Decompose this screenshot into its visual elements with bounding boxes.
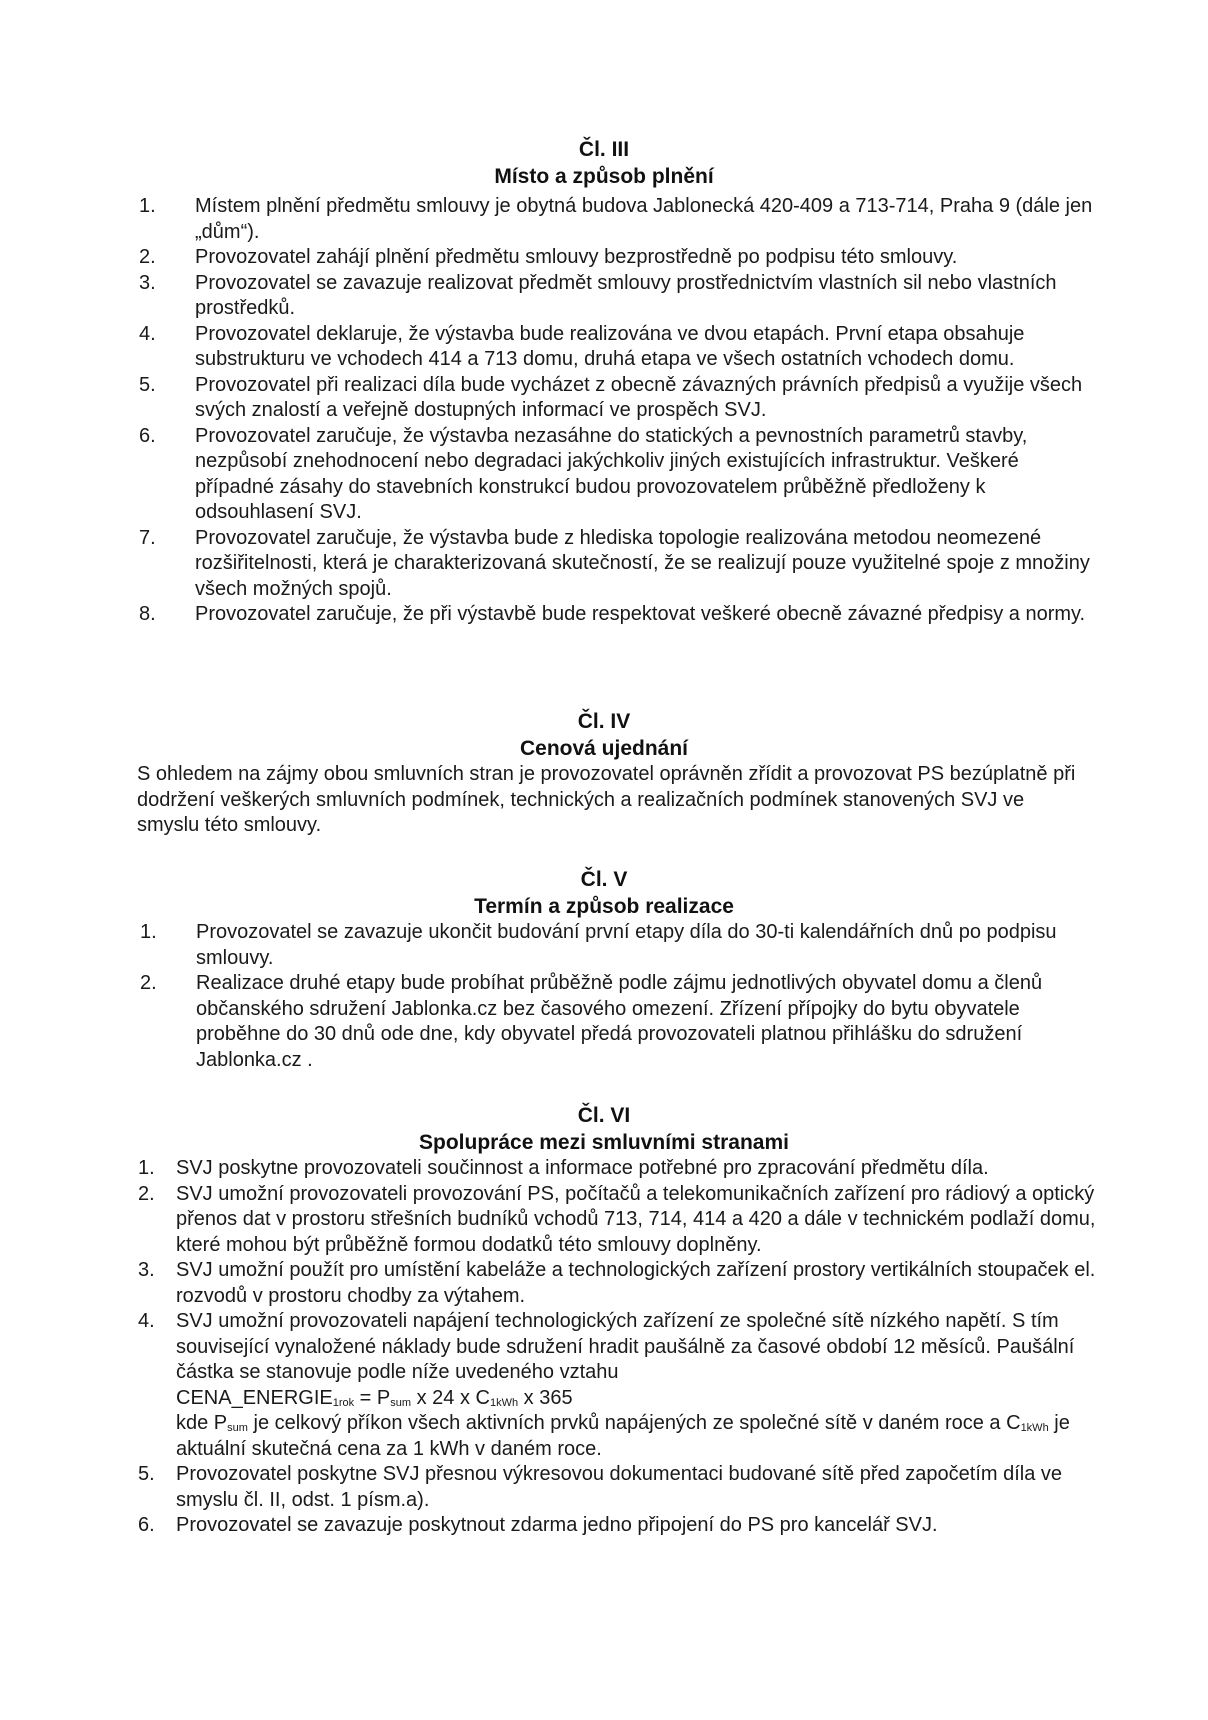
list-item — [140, 920, 1096, 971]
list-item — [138, 1258, 1096, 1309]
list-item — [139, 373, 1095, 424]
list-item — [139, 602, 1095, 628]
list-item-number: 3. — [138, 1259, 155, 1281]
formula-part: x 24 x C — [411, 1386, 490, 1409]
explanation-part: je aktuální skutečná cena za 1 kWh v daném roce. — [176, 1412, 1070, 1460]
list-item — [139, 194, 1095, 245]
list-item-number: 1. — [139, 195, 156, 217]
section-title-v: Termín a způsob realizace — [474, 895, 734, 918]
section-heading-iv: Čl. IV — [577, 710, 631, 733]
list-item — [140, 971, 1096, 1073]
list-item-text: Provozovatel při realizaci díla bude vycházet z obecně závazných právních předpisů a využije všech svých znalostí a veřejně dostupných informací ve prospěch SVJ. — [195, 373, 1083, 421]
list-item — [138, 1513, 1096, 1539]
section-v-list — [140, 920, 1096, 1073]
list-item — [138, 1156, 1096, 1182]
explanation-subscript: sum — [227, 1422, 248, 1434]
formula-part: CENA_ENERGIE — [176, 1386, 333, 1409]
explanation-part: kde P — [176, 1412, 228, 1434]
list-item — [139, 245, 1095, 271]
list-item-text: Provozovatel poskytne SVJ přesnou výkresovou dokumentaci budované sítě před započetím díla ve smyslu čl. II, odst. 1 písm.a). — [176, 1463, 1063, 1511]
list-item-number: 1. — [140, 921, 157, 943]
list-item-number: 1. — [138, 1157, 155, 1179]
formula-part: x 365 — [518, 1386, 573, 1409]
list-item-number: 2. — [140, 972, 157, 994]
list-item-text: Provozovatel zaručuje, že výstavba bude z hlediska topologie realizována metodou neomezené rozšiřitelnosti, která je charakterizovaná skutečností, že se realizují pouze využitelné spoje z množiny všech možných spojů. — [195, 526, 1090, 600]
formula-subscript: 1rok — [332, 1396, 355, 1409]
section-title-vi: Spolupráce mezi smluvními stranami — [419, 1131, 789, 1154]
list-item-text: SVJ umožní provozovateli provozování PS, počítačů a telekomunikačních zařízení pro rádiový a optický přenos dat v prostoru střešních budníků vchodů 713, 714, 414 a 420 a dále v technickém podlaží domu, které mohou být průběžně formou dodatků této smlouvy doplněny. — [176, 1182, 1096, 1256]
list-item-text: Provozovatel deklaruje, že výstavba bude realizována ve dvou etapách. První etapa obsahuje substrukturu ve vchodech 414 a 713 domu, druhá etapa ve všech ostatních vchodech domu. — [195, 322, 1025, 370]
list-item-number: 5. — [138, 1463, 155, 1485]
formula-part: = P — [354, 1386, 391, 1409]
list-item — [139, 271, 1095, 322]
list-item-number: 4. — [139, 322, 156, 345]
list-item-text: Provozovatel se zavazuje realizovat předmět smlouvy prostřednictvím vlastních sil nebo vlastních prostředků. — [195, 271, 1057, 319]
list-item-text: Místem plnění předmětu smlouvy je obytná budova Jablonecká 420-409 a 713-714, Praha 9 (dále jen „dům“). — [195, 195, 1093, 243]
list-item-number: 2. — [138, 1182, 155, 1205]
list-item-text: SVJ umožní použít pro umístění kabeláže a technologických zařízení prostory vertikálních stoupaček el. rozvodů v prostoru chodby za výtahem. — [176, 1259, 1096, 1307]
list-item — [139, 526, 1095, 603]
section-title-iii: Místo a způsob plnění — [494, 165, 714, 188]
list-item-number: 2. — [139, 246, 156, 268]
list-item-number: 3. — [139, 271, 156, 294]
section-iv-paragraph: S ohledem na zájmy obou smluvních stran je provozovatel oprávněn zřídit a provozovat PS bezúplatně při dodržení veškerých smluvních podmínek, technických a realizačních podmínek stanovených SVJ ve smyslu této smlouvy. — [137, 763, 1076, 836]
section-heading-v: Čl. V — [580, 868, 628, 891]
list-item-number: 4. — [138, 1310, 155, 1332]
list-item-text: SVJ poskytne provozovateli součinnost a informace potřebné pro zpracování předmětu díla. — [176, 1157, 989, 1179]
list-item-text: Provozovatel se zavazuje poskytnout zdarma jedno připojení do PS pro kancelář SVJ. — [176, 1514, 938, 1536]
formula-subscript: sum — [390, 1396, 412, 1409]
list-item-text: Realizace druhé etapy bude probíhat průběžně podle zájmu jednotlivých obyvatel domu a členů občanského sdružení Jablonka.cz bez časového omezení. Zřízení přípojky do bytu obyvatele proběhne do 30 dnů ode dne, kdy obyvatel předá provozovateli platnou přihlášku do sdružení Jablonka.cz . — [196, 972, 1043, 1071]
list-item-text: Provozovatel se zavazuje ukončit budování první etapy díla do 30-ti kalendářních dnů po podpisu smlouvy. — [196, 921, 1057, 969]
formula-subscript: 1kWh — [489, 1396, 519, 1409]
list-item-number: 5. — [139, 373, 156, 396]
list-item-text: Provozovatel zahájí plnění předmětu smlouvy bezprostředně po podpisu této smlouvy. — [195, 246, 958, 268]
section-heading-vi: Čl. VI — [577, 1104, 631, 1127]
formula — [176, 1387, 573, 1409]
explanation-subscript: 1kWh — [1020, 1422, 1049, 1434]
list-item — [138, 1462, 1096, 1513]
list-item-text: Provozovatel zaručuje, že výstavba nezasáhne do statických a pevnostních parametrů stavby, nezpůsobí znehodnocení nebo degradaci jakýchkoliv jiných existujících infrastruktur. Veškeré případné zásahy do stavebních konstrukcí budou provozovatelem průběžně předloženy k odsouhlasení SVJ. — [195, 424, 1028, 523]
list-item — [139, 424, 1095, 526]
list-item-text: SVJ umožní provozovateli napájení technologických zařízení ze společné sítě nízkého napětí. S tím související vynaložené náklady bude sdružení hradit paušálně za časové období 12 měsíců. Paušální částka se stanovuje podle níže uvedeného vztahu — [176, 1310, 1075, 1383]
section-iii-list — [139, 194, 1095, 628]
list-item-number: 6. — [139, 424, 156, 447]
list-item — [139, 322, 1095, 373]
formula-explanation — [176, 1412, 1070, 1460]
list-item — [138, 1309, 1096, 1462]
explanation-part: je celkový příkon všech aktivních prvků napájených ze společné sítě v daném roce a C — [247, 1412, 1021, 1434]
section-vi-list — [138, 1156, 1096, 1539]
list-item-number: 6. — [138, 1514, 155, 1536]
list-item-number: 7. — [139, 526, 156, 549]
section-heading-iii: Čl. III — [578, 138, 630, 161]
list-item-text: Provozovatel zaručuje, že při výstavbě bude respektovat veškeré obecně závazné předpisy a normy. — [195, 603, 1086, 625]
list-item — [138, 1182, 1096, 1259]
section-title-iv: Cenová ujednání — [519, 737, 689, 760]
list-item-number: 8. — [139, 603, 156, 625]
